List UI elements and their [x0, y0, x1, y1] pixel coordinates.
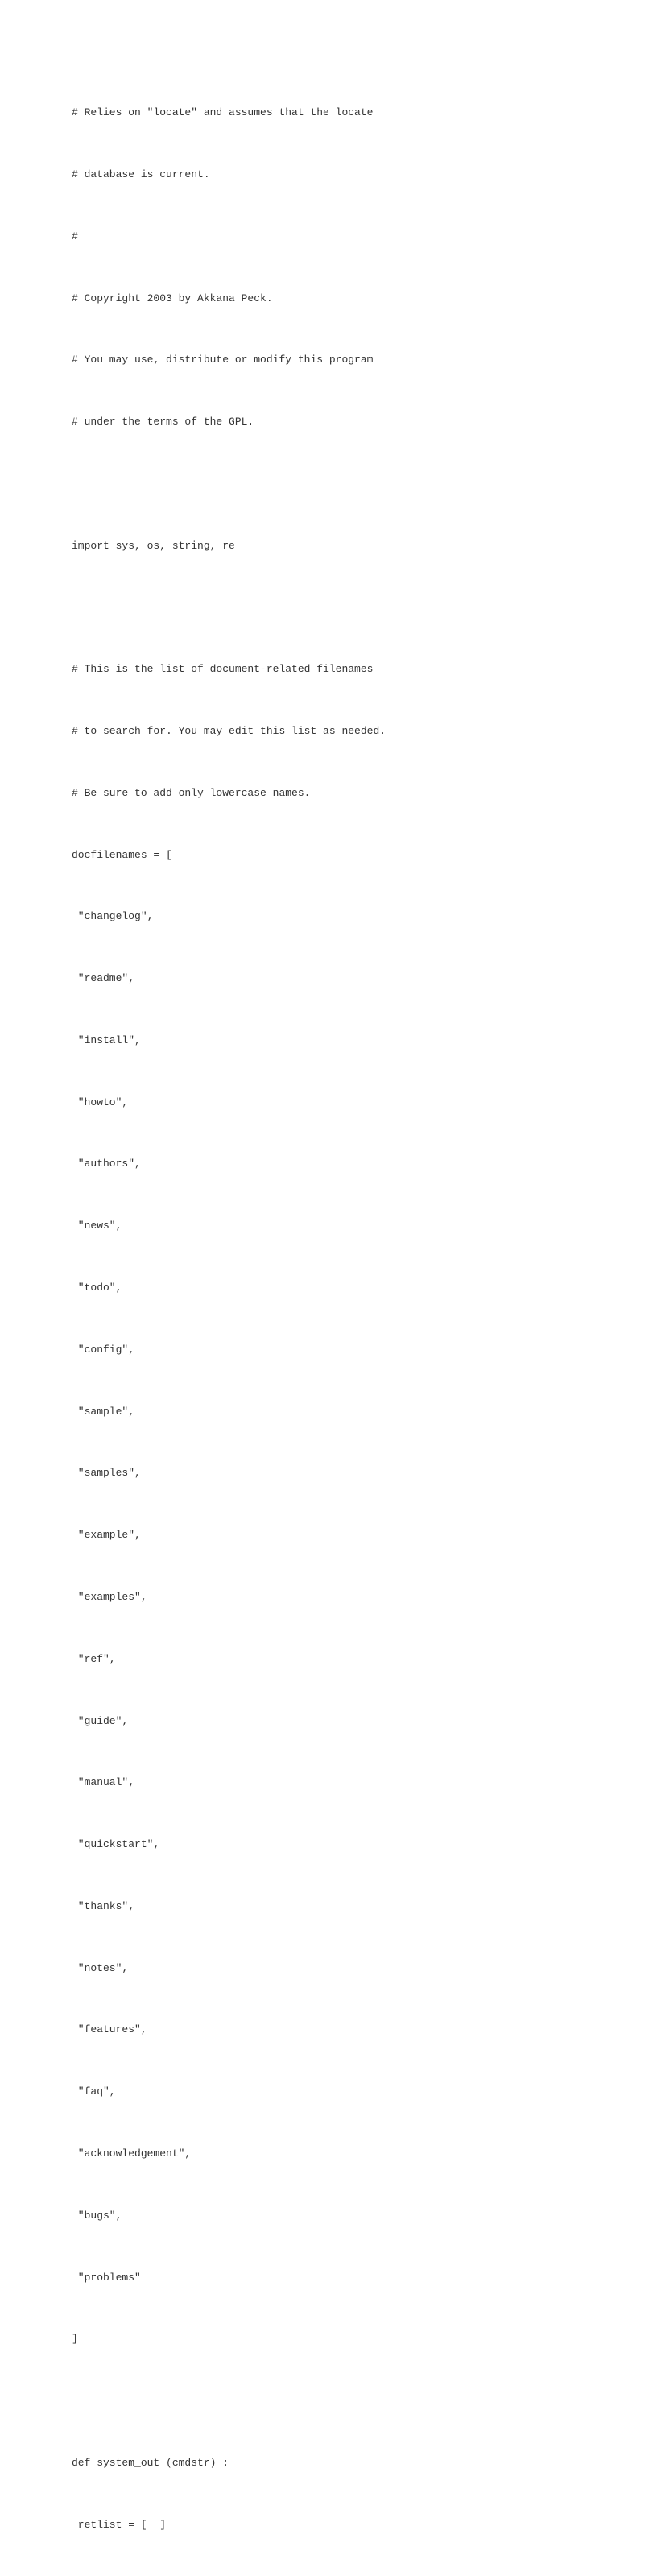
code-line: def system_out (cmdstr) : — [72, 2456, 229, 2469]
code-line: "changelog", — [72, 910, 154, 923]
code-line: "quickstart", — [72, 1838, 160, 1851]
code-line: "thanks", — [72, 1899, 135, 1912]
code-line: "install", — [72, 1033, 141, 1046]
code-line: # You may use, distribute or modify this program — [72, 354, 374, 367]
code-line: "features", — [72, 2023, 147, 2036]
code-line: # under the terms of the GPL. — [72, 416, 254, 429]
code-line: # database is current. — [72, 168, 210, 180]
code-line: # to search for. You may edit this list as needed. — [72, 725, 386, 737]
code-line: "acknowledgement", — [72, 2147, 192, 2160]
code-line: # Copyright 2003 by Akkana Peck. — [72, 292, 273, 304]
code-line: "authors", — [72, 1158, 141, 1170]
code-line: "examples", — [72, 1590, 147, 1603]
code-line: "notes", — [72, 1961, 129, 1974]
code-line — [72, 597, 386, 618]
code-line: "manual", — [72, 1776, 135, 1789]
code-line: "faq", — [72, 2085, 116, 2098]
code-line: docfilenames = [ — [72, 848, 172, 861]
code-line: retlist = [ ] — [72, 2518, 167, 2531]
code-line: "news", — [72, 1220, 122, 1232]
code-line: "sample", — [72, 1405, 135, 1418]
code-line: "problems" — [72, 2271, 141, 2284]
code-line: "config", — [72, 1343, 135, 1356]
code-listing — [72, 61, 386, 2576]
code-line: "samples", — [72, 1467, 141, 1480]
code-line: # Be sure to add only lowercase names. — [72, 786, 311, 799]
code-line: ] — [72, 2333, 78, 2346]
code-line: "todo", — [72, 1282, 122, 1294]
code-line — [72, 2391, 386, 2412]
code-line: # This is the list of document-related filenames — [72, 663, 374, 676]
code-line: "howto", — [72, 1095, 129, 1108]
code-line: "readme", — [72, 972, 135, 985]
code-line: # Relies on "locate" and assumes that the locate — [72, 106, 374, 119]
code-line: "bugs", — [72, 2209, 122, 2222]
code-line — [72, 474, 386, 495]
code-line: # — [72, 230, 78, 242]
code-line: "ref", — [72, 1652, 116, 1665]
code-line: import sys, os, string, re — [72, 539, 235, 552]
code-line: "example", — [72, 1529, 141, 1542]
code-line: "guide", — [72, 1714, 129, 1727]
